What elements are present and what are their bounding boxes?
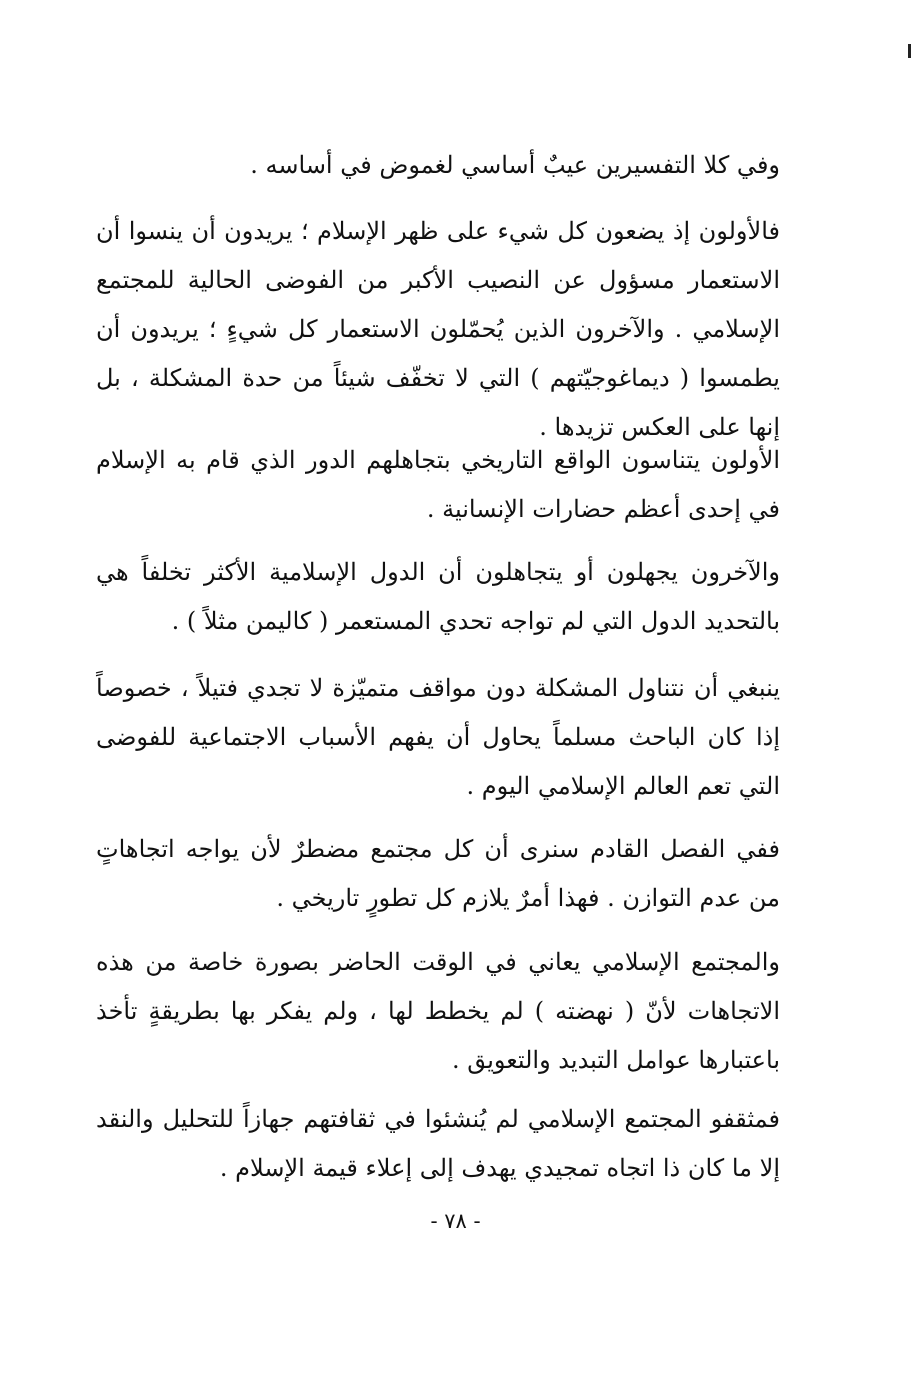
paragraph-7: والمجتمع الإسلامي يعاني في الوقت الحاضر بصورة خاصة من هذه الاتجاهات لأنّ ( نهضته ) لم يخطط لها ، ولم يفكر بها بطريقةٍ تأخذ باعتبارها عوامل التبديد والتعويق . xyxy=(96,948,781,1074)
paragraph-4: والآخرون يجهلون أو يتجاهلون أن الدول الإسلامية الأكثر تخلفاً هي بالتحديد الدول التي لم تواجه تحدي المستعمر ( كاليمن مثلاً ) . xyxy=(96,558,780,635)
page-number: - ٧٨ - xyxy=(430,1209,481,1233)
paragraph-2: فالأولون إذ يضعون كل شيء على ظهر الإسلام ؛ يريدون أن ينسوا أن الاستعمار مسؤول عن النصيب الأكبر من الفوضى الحالية للمجتمع الإسلامي . والآخرون الذين يُحمّلون الاستعمار كل شيءٍ ؛ يريدون أن يطمسوا ( ديماغوجيّتهم ) التي لا تخفّف شيئاً من حدة المشكلة ، بل إنها على العكس تزيدها . xyxy=(96,217,780,441)
paragraph-5: ينبغي أن نتناول المشكلة دون مواقف متميّزة لا تجدي فتيلاً ، خصوصاً إذا كان الباحث مسلماً يحاول أن يفهم الأسباب الاجتماعية للفوضى التي تعم العالم الإسلامي اليوم . xyxy=(96,674,781,800)
paragraph-3: الأولون يتناسون الواقع التاريخي بتجاهلهم الدور الذي قام به الإسلام في إحدى أعظم حضارات الإنسانية . xyxy=(96,446,780,523)
paragraph-8: فمثقفو المجتمع الإسلامي لم يُنشئوا في ثقافتهم جهازاً للتحليل والنقد إلا ما كان ذا اتجاه تمجيدي يهدف إلى إعلاء قيمة الإسلام . xyxy=(96,1105,780,1182)
paragraph-1: وفي كلا التفسيرين عيبٌ أساسي لغموض في أساسه . xyxy=(250,151,780,179)
paragraph-6: ففي الفصل القادم سنرى أن كل مجتمع مضطرٌ لأن يواجه اتجاهاتٍ من عدم التوازن . فهذا أمرٌ يلازم كل تطورٍ تاريخي . xyxy=(96,835,780,912)
